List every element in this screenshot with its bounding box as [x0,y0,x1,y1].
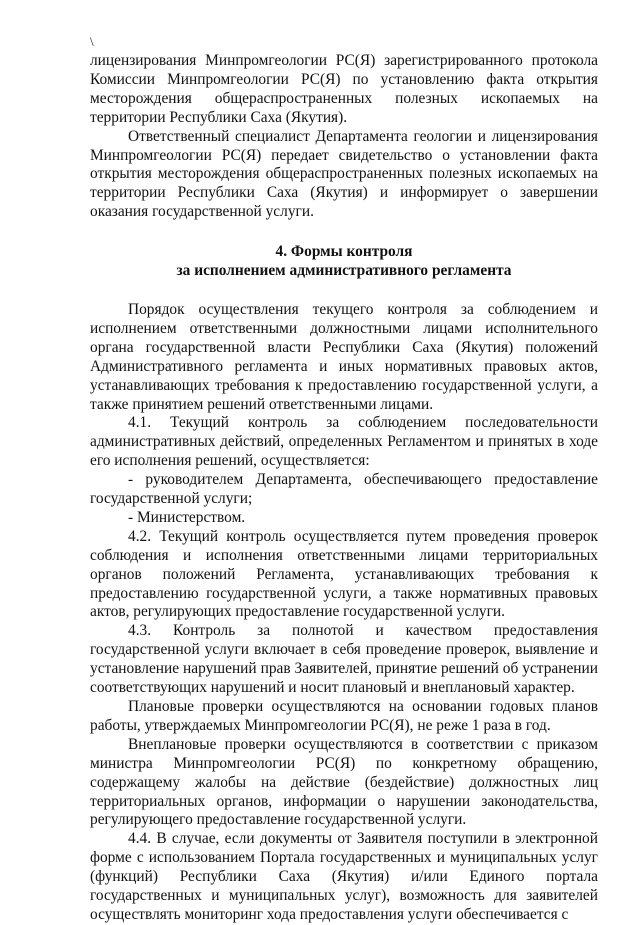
paragraph-list-item-1: - руководителем Департамента, обеспечивающего предоставление государственной услуги; [90,471,598,508]
paragraph-control-order: Порядок осуществления текущего контроля за соблюдением и исполнением ответственными должностными лицами исполнительного органа государственной власти Республики Саха (Якутия) положений Административного регламента и иных нормативных правовых актов, устанавливающих требования к предоставлению государственной услуги, а также принятием решений ответственными лицами. [90,300,598,413]
paragraph-list-item-2: - Министерством. [128,508,246,526]
paragraph-4-1: 4.1. Текущий контроль за соблюдением последовательности административных действий, определенных Регламентом и принятых в ходе его исполнения решений, осуществляется: [90,414,598,470]
paragraph-top-2: Ответственный специалист Департамента геологии и лицензирования Минпромгеологии РС(Я) передает свидетельство о установлении факта открытия месторождения общераспространенных полезных ископаемых на территории Республики Саха (Якутия) и информирует о завершении оказания государственной услуги. [90,127,598,221]
page-mark: \ [90,34,94,49]
paragraph-4-2: 4.2. Текущий контроль осуществляется путем проведения проверок соблюдения и исполнения ответственными лицами территориальных органов положений Регламента, устанавливающих требования к предоставлению государственной услуги, а также нормативных правовых актов, регулирующих предоставление государственной услуги. [90,527,598,621]
paragraph-4-3: 4.3. Контроль за полнотой и качеством предоставления государственной услуги включает в себя проведение проверок, выявление и установление нарушений прав Заявителей, принятие решений об устранении соответствующих нарушений и носит плановый и внеплановый характер. [90,622,598,697]
paragraph-planned-checks: Плановые проверки осуществляются на основании годовых планов работы, утверждаемых Минпромгеологии РС(Я), не реже 1 раза в год. [90,698,598,734]
section-heading-line-1: 4. Формы контроля [275,243,413,261]
paragraph-4-4: 4.4. В случае, если документы от Заявителя поступили в электронной форме с использованием Портала государственных и муниципальных услуг (функций) Республики Саха (Якутия) и/или Единого портала государственных и муниципальных услуг), возможность для заявителей осуществлять мониторинг хода предоставления услуги обеспечивается с [90,830,598,923]
paragraph-top-1: лицензирования Минпромгеологии РС(Я) зарегистрированного протокола Комиссии Минпромгеологии РС(Я) по установлению факта открытия месторождения общераспространенных полезных ископаемых на территории Республики Саха (Якутия). [90,52,598,126]
paragraph-unplanned-checks: Внеплановые проверки осуществляются в соответствии с приказом министра Минпромгеологии РС(Я) по конкретному обращению, содержащему жалобы на действие (бездействие) должностных лиц территориальных органов, информации о нарушении законодательства, регулирующего предоставление государственной услуги. [90,735,598,829]
section-heading-line-2: за исполнением административного регламента [176,262,512,280]
